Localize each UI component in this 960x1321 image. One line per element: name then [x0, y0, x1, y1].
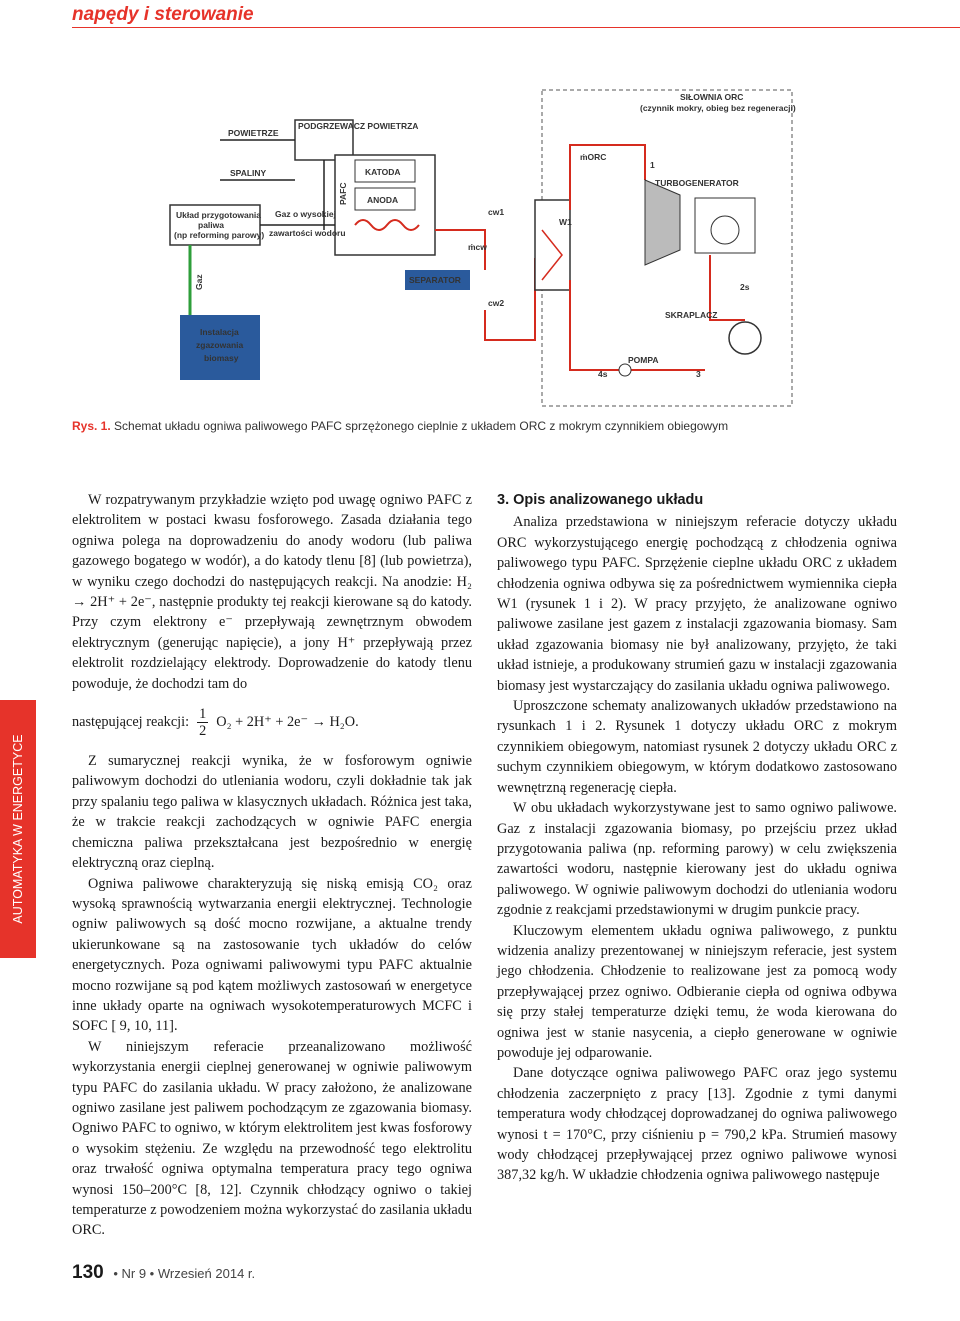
- figure-number: Rys. 1.: [72, 419, 111, 433]
- paragraph: Z sumarycznej reakcji wynika, że w fosforowym ogniwie paliwowym dochodzi do utleniania wodoru, czyli dokładnie tak jak przy spalaniu tego paliwa w klasycznych układach. Różnica jest taka, że w trakcie reakcji zachodzących w ogniwie PAFC energia chemiczna paliwa przekształcana jest bezpośrednio w energię elektryczną oraz cieplną.: [72, 753, 472, 872]
- fuel-prep-label-2: paliwa: [198, 220, 224, 230]
- right-column: [497, 490, 897, 1186]
- exhaust-label: SPALINY: [230, 168, 267, 178]
- turbine-shape: [645, 180, 680, 265]
- hydrogen-gas-label-1: Gaz o wysokiej: [275, 209, 336, 219]
- section-heading: 3. Opis analizowanego układu: [497, 492, 704, 508]
- paragraph: Kluczowym elementem układu ogniwa paliwowego, z punktu widzenia analizy prezentowanej w niniejszym referacie, jest system jego chłodzenia. Chłodzenie to realizowane jest za pomocą wody przepływającej przez ogniwo. Odbieranie ciepła od ogniwa odbywa się przy stałej temperaturze dzięki temu, że woda kierowana do ogniwa jest w stanie nasycenia, a ciepło generowane w ogniwie powoduje jej odparowanie.: [497, 922, 897, 1061]
- page-number: 130: [72, 1262, 104, 1283]
- anode-label: ANODA: [367, 195, 399, 205]
- pafc-label: PAFC: [338, 182, 348, 205]
- gasifier-label-3: biomasy: [204, 353, 239, 363]
- header-rule: [72, 27, 960, 28]
- fuel-prep-label-3: (np reforming parowy): [174, 230, 265, 240]
- section-header: napędy i sterowanie: [72, 4, 254, 25]
- orc-plant-subtitle: (czynnik mokry, obieg bez regeneracji): [640, 103, 796, 113]
- point-2s-label: 2s: [740, 282, 750, 292]
- fuel-prep-label-1: Układ przygotowania: [176, 210, 262, 220]
- left-column: [72, 490, 472, 1241]
- fraction-numerator: 1: [199, 706, 207, 723]
- equation-prefix: następującej reakcji:: [72, 714, 190, 731]
- gasifier-label-2: zgazowania: [196, 340, 244, 350]
- side-tab: [0, 700, 36, 958]
- fraction-denominator: 2: [199, 723, 207, 740]
- issue-info: • Nr 9 • Wrzesień 2014 r.: [113, 1266, 256, 1281]
- gasifier-label-1: Instalacja: [200, 327, 239, 337]
- cathode-label: KATODA: [365, 167, 401, 177]
- figure-caption-text: Schemat układu ogniwa paliwowego PAFC sprzężonego cieplnie z układem ORC z mokrym czynnikiem obiegowym: [114, 419, 729, 433]
- gas-label: Gaz: [194, 274, 204, 290]
- equation-fraction: [197, 706, 208, 739]
- cw1-label: cw1: [488, 207, 505, 217]
- pump-symbol: [619, 364, 631, 376]
- condenser-label: SKRAPLACZ: [665, 310, 718, 320]
- paragraph: W obu układach wykorzystywane jest to samo ogniwo paliwowe. Gaz z instalacji zgazowania biomasy, po przejściu przez układ przygotowania paliwa (np. reforming parowy) w celu zwiększenia zawartości wodoru, następnie kierowany jest do układu ogniwa paliwowego. W ogniwie paliwowym dochodzi do utleniania wodoru zgodnie z reakcjami przedstawionymi w drugim punkcie pracy.: [497, 800, 897, 919]
- orc-schematic-diagram: [150, 80, 800, 410]
- pump-label: POMPA: [628, 355, 659, 365]
- hydrogen-gas-label-2: zawartości wodoru: [269, 228, 346, 238]
- preheater-label-1: PODGRZEWACZ POWIETRZA: [298, 121, 419, 131]
- point-4s-label: 4s: [598, 369, 608, 379]
- paragraph: Ogniwa paliwowe charakteryzują się niską emisją CO₂ oraz wysoką sprawnością wytwarzania energii elektrycznej. Technologie ogniw paliwowych są dość mocno rozwijane, a aktualne trendy ukierunkowane są na zastosowanie tych układów do celów energetycznych. Poza ogniwami paliwowymi typu PAFC aktualnie mocno rozwijane są pod kątem możliwych zastosowań w energetyce inne układy oparte na ogniwach wysokotemperaturowych MCFC i SOFC [ 9, 10, 11].: [72, 875, 472, 1035]
- generator-box: [695, 198, 755, 253]
- separator-label: SEPARATOR: [409, 275, 461, 285]
- morc-label: ṁORC: [580, 152, 607, 162]
- paragraph: W rozpatrywanym przykładzie wzięto pod uwagę ogniwo PAFC z elektrolitem w postaci kwasu fosforowego. Zasada działania tego ogniwa polega na doprowadzeniu do anody wodoru (lub paliwa gazowego bogatego w wodór), a do katody tlenu [8] (lub powietrza), w wyniku czego dochodzi do następujących reakcji. Na anodzie: H₂ → 2H⁺ + 2e⁻, następnie produkty tej reakcji kierowane są do katody. Przy czym elektrony e⁻ przepływają zewnętrznym obwodem elektrycznym (generując napięcie), a jony H⁺ przepływają przez elektrolit rozdzielający elektrody. Doprowadzenie do katody tlenu powoduje, że dochodzi tam do: [72, 492, 472, 692]
- side-tab-label: AUTOMATYKA W ENERGETYCE: [11, 734, 25, 924]
- cw2-label: cw2: [488, 298, 505, 308]
- condenser-symbol: [729, 322, 761, 354]
- turbogenerator-label: TURBOGENERATOR: [655, 178, 739, 188]
- paragraph: Dane dotyczące ogniwa paliwowego PAFC oraz jego systemu chłodzenia zaczerpnięto z pracy [13]. Zgodnie z tymi danymi temperatura wody chłodzącej doprowadzanej do ogniwa paliwowego wynosi t = 170°C, przy ciśnieniu p = 790,2 kPa. Strumień masowy wody chłodzącej przepływającej przez ogniwo paliwowe wynosi 387,32 kg/h. W układzie chłodzenia ogniwa paliwowego następuje: [497, 1065, 897, 1184]
- paragraph: Uproszczone schematy analizowanych układów przedstawiono na rysunkach 1 i 2. Rysunek 1 dotyczy układu ORC z mokrym czynnikiem obiegowym, natomiast rysunek 2 dotyczy układu ORC z suchym czynnikiem obiegowym, w którym dodatkowo zastosowano wewnętrzną regenerację ciepła.: [497, 698, 897, 796]
- paragraph: Analiza przedstawiona w niniejszym referacie dotyczy układu ORC wykorzystującego energię pochodzącą z chłodzenia ogniwa paliwowego typu PAFC. Sprzężenie cieplne układu ORC z układem chłodzenia ogniwa odbywa się za pośrednictwem wymiennika ciepła W1 (rysunek 1 i 2). W pracy przyjęto, że analizowane ogniwo paliwowe zasilane jest gazem z instalacji zgazowania biomasy. Sam układ zgazowania biomasy nie był analizowany, przyjęto, że taki układ istnieje, a produkowany strumień gazu w instalacji zgazowania biomasy jest wystarczający do zasilania układu ogniwa paliwowego.: [497, 514, 897, 694]
- w1-label: W1: [559, 217, 572, 227]
- mcw-label: ṁcw: [468, 242, 487, 252]
- equation-body: O₂ + 2H⁺ + 2e⁻ → H₂O.: [216, 714, 359, 731]
- point-1-label: 1: [650, 160, 655, 170]
- point-3-label: 3: [696, 369, 701, 379]
- paragraph: W niniejszym referacie przeanalizowano możliwość wykorzystania energii cieplnej generowanej w ogniwie paliwowym typu PAFC do zasilania układu. W pracy założono, że analizowane ogniwo zasilane jest paliwem pochodzącym ze zgazowania biomasy. Ogniwo PAFC to ogniwo, w którym elektrolitem jest kwas fosforowy o wysokim stężeniu. Ze względu na przewodność tego elektrolitu oraz trwałość ogniwa optymalna temperatura pracy tego ogniwa wynosi 150–200°C [8, 12]. Czynnik chłodzący ogniwo o takiej temperaturze z powodzeniem można wykorzystać do zasilania układu ORC.: [72, 1038, 472, 1239]
- figure-caption: [72, 419, 728, 433]
- heat-exchanger-w1: [535, 200, 570, 290]
- equation-line: [72, 706, 472, 739]
- orc-plant-title: SIŁOWNIA ORC: [680, 92, 744, 102]
- air-label: POWIETRZE: [228, 128, 279, 138]
- page-footer: [72, 1262, 255, 1284]
